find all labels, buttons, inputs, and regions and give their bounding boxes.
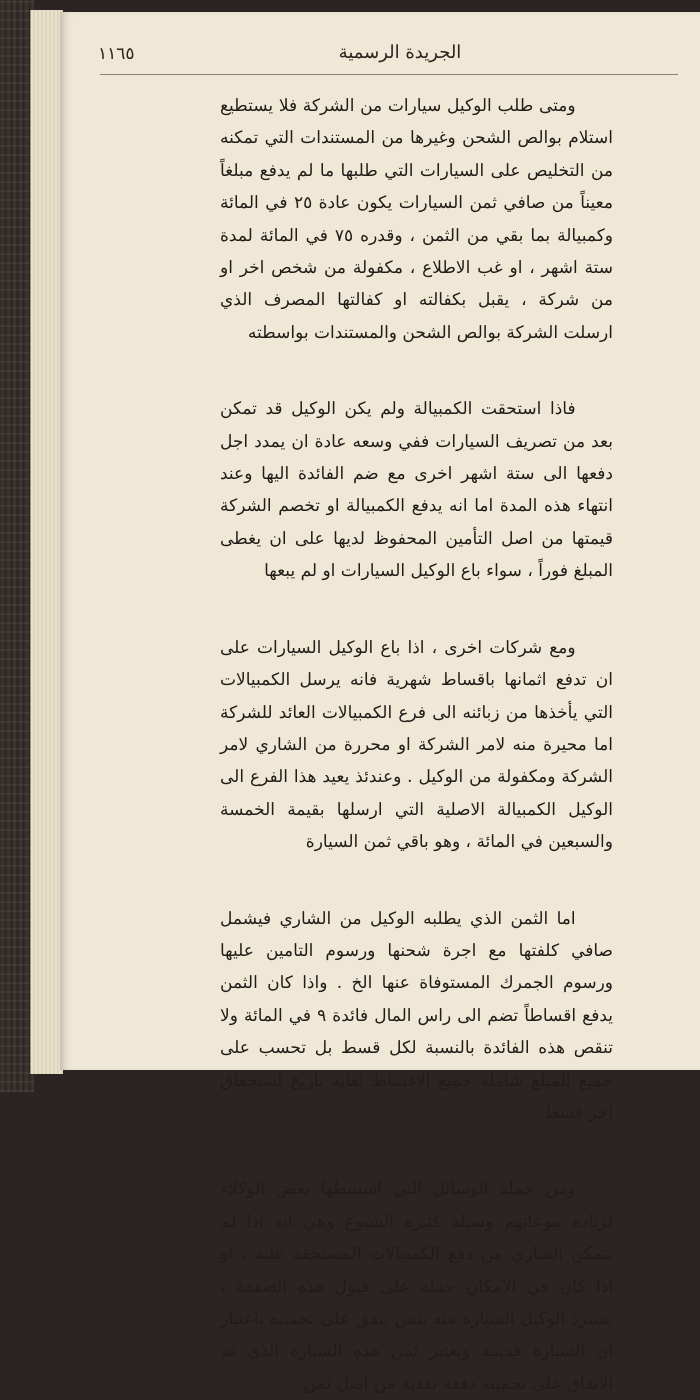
text-column xyxy=(220,90,613,1400)
running-title: الجريدة الرسمية xyxy=(338,42,462,63)
paragraph-3: ومع شركات اخرى ، اذا باع الوكيل السيارات على ان تدفع اثمانها باقساط شهرية فانه يرسل الكمبيالات التي يأخذها من زبائنه الى فرع الكمبيالات العائد للشركة اما محيرة منه لامر الشركة او محررة من الشاري لامر الشركة ومكفولة من الوكيل . وعندئذ يعيد هذا الفرع الى الوكيل الكمبيالة الاصلية التي ارسلها بقيمة الخمسة والسبعين في المائة ، وهو باقي ثمن السيارة xyxy=(220,637,613,853)
paragraph-5: ومن جملة الوسائل التي استنبطها بعض الوكلاء لزيادة بيوعاتهم وسيلة كثيرة الشيوع وهي انه اذا لم يتمكن الشاري من دفع الكمبيالات المستحقة عليه ، او اذا كان في الامكان حمله على قبول هذه الصفقة ، يسترد الوكيل السيارة منه بثمن يتفق على تخمينه باعتبار ان السيارة قديمة ويعتبر ثمن هذه السيارة الذي تم الاتفاق على تخمينه دفعة نقدية من اصل ثمن xyxy=(220,1179,613,1394)
page-number: ١١٦٥ xyxy=(98,44,135,64)
paragraph-4: اما الثمن الذي يطلبه الوكيل من الشاري فيشمل صافي كلفتها مع اجرة شحنها ورسوم التامين عليها ورسوم الجمرك المستوفاة عنها الخ . واذا كان الثمن يدفع اقساطاً تضم الى راس المال فائدة ٩ في المائة ولا تنقص هذه الفائدة بالنسبة لكل قسط بل تحسب على جميع المبلغ شاملة جميع الاقساط لغاية تاريخ استحقاق اخر قسط xyxy=(220,908,613,1123)
page-edges xyxy=(30,10,63,1074)
header-rule xyxy=(100,74,678,75)
book-page xyxy=(60,12,700,1394)
page-header xyxy=(60,12,700,72)
paragraph-1: ومتى طلب الوكيل سيارات من الشركة فلا يستطيع استلام بوالص الشحن وغيرها من المستندات التي تمكنه من التخليص على السيارات التي طلبها ما لم يدفع مبلغاً معيناً من صافي ثمن السيارات يكون عادة ٢٥ في المائة وكمبيالة بما بقي من الثمن ، وقدره ٧٥ في المائة لمدة ستة اشهر ، او غب الاطلاع ، مكفولة من شخص اخر او من شركة ، يقبل بكفالته او كفالتها المصرف الذي ارسلت الشركة بوالص الشحن والمستندات بواسطته xyxy=(220,96,613,343)
paragraph-2: فاذا استحقت الكمبيالة ولم يكن الوكيل قد تمكن بعد من تصريف السيارات ففي وسعه عادة ان يمدد اجل دفعها الى ستة اشهر اخرى مع ضم الفائدة اليها وعند انتهاء هذه المدة اما انه يدفع الكمبيالة او تخصم الشركة قيمتها من اصل التأمين المحفوظ لديها على ان يغطى المبلغ فوراً ، سواء باع الوكيل السيارات او لم يبعها xyxy=(220,399,613,582)
binding-texture xyxy=(0,0,34,1092)
